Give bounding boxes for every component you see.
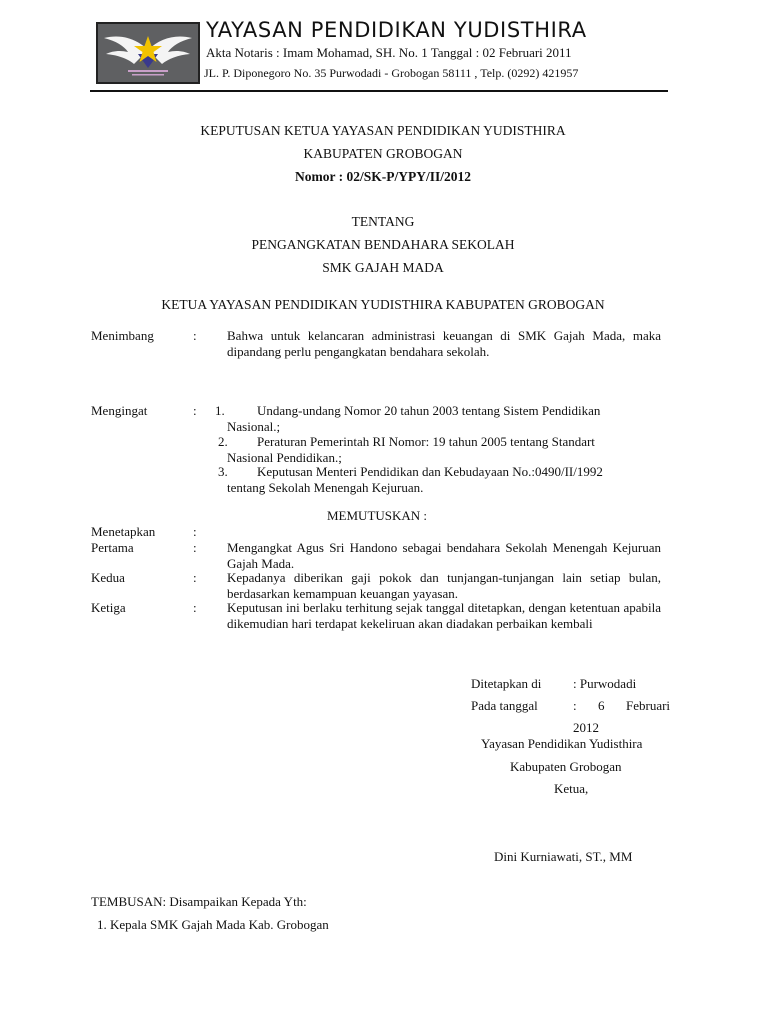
mengingat-item-number: 1. xyxy=(215,403,225,418)
foundation-logo xyxy=(96,22,200,84)
date-year: 2012 xyxy=(573,720,599,735)
date-day: 6 xyxy=(598,698,605,713)
mengingat-item-text-cont: tentang Sekolah Menengah Kejuruan. xyxy=(227,480,424,495)
place-label: Ditetapkan di xyxy=(471,676,542,691)
kedua-text: Kepadanya diberikan gaji pokok dan tunjangan-tunjangan lain setiap bulan, berdasarkan kemampuan keuangan yayasan. xyxy=(227,570,661,601)
letterhead-notary: Akta Notaris : Imam Mohamad, SH. No. 1 Tanggal : 02 Februari 2011 xyxy=(206,45,572,60)
kedua-colon: : xyxy=(193,570,197,585)
subject-line2: SMK GAJAH MADA xyxy=(322,260,444,275)
letterhead-address: JL. P. Diponegoro No. 35 Purwodadi - Grobogan 58111 , Telp. (0292) 421957 xyxy=(204,66,579,80)
winged-star-icon xyxy=(98,24,198,82)
mengingat-item-text: Keputusan Menteri Pendidikan dan Kebudayaan No.:0490/II/1992 xyxy=(257,464,603,479)
menetapkan-colon: : xyxy=(193,524,197,539)
decree-title: KEPUTUSAN KETUA YAYASAN PENDIDIKAN YUDISTHIRA xyxy=(200,123,566,138)
mengingat-item-text: Peraturan Pemerintah RI Nomor: 19 tahun 2005 tentang Standart xyxy=(257,434,595,449)
signer-name: Dini Kurniawati, ST., MM xyxy=(494,849,633,864)
memutuskan-heading: MEMUTUSKAN : xyxy=(327,508,428,523)
mengingat-item-number: 3. xyxy=(218,464,228,479)
place-value: : Purwodadi xyxy=(573,676,637,691)
date-colon: : xyxy=(573,698,577,713)
letterhead-divider xyxy=(90,90,668,92)
tembusan-heading: TEMBUSAN: Disampaikan Kepada Yth: xyxy=(91,894,307,909)
mengingat-item-text-cont: Nasional Pendidikan.; xyxy=(227,450,342,465)
pertama-text: Mengangkat Agus Sri Handono sebagai bendahara Sekolah Menengah Kejuruan Gajah Mada. xyxy=(227,540,661,571)
pertama-colon: : xyxy=(193,540,197,555)
ketiga-label: Ketiga xyxy=(91,600,126,615)
menimbang-colon: : xyxy=(193,328,197,343)
signature-org-line1: Yayasan Pendidikan Yudisthira xyxy=(481,736,643,751)
date-month: Februari xyxy=(626,698,671,713)
signature-position: Ketua, xyxy=(554,781,589,796)
ketiga-text: Keputusan ini berlaku terhitung sejak tanggal ditetapkan, dengan ketentuan apabila dikemudian hari terdapat kekeliruan akan diadakan perbaikan kembali xyxy=(227,600,661,631)
menetapkan-label: Menetapkan xyxy=(91,524,156,539)
mengingat-item-text-cont: Nasional.; xyxy=(227,419,281,434)
decree-region: KABUPATEN GROBOGAN xyxy=(303,146,463,161)
date-label: Pada tanggal xyxy=(471,698,538,713)
subject-line1: PENGANGKATAN BENDAHARA SEKOLAH xyxy=(251,237,515,252)
signature-org-line2: Kabupaten Grobogan xyxy=(510,759,622,774)
mengingat-item-text: Undang-undang Nomor 20 tahun 2003 tentang Sistem Pendidikan xyxy=(257,403,601,418)
issuer-heading: KETUA YAYASAN PENDIDIKAN YUDISTHIRA KABUPATEN GROBOGAN xyxy=(161,297,605,312)
letterhead-name: YAYASAN PENDIDIKAN YUDISTHIRA xyxy=(206,18,587,42)
mengingat-colon: : xyxy=(193,403,197,418)
subject-label: TENTANG xyxy=(351,214,415,229)
ketiga-colon: : xyxy=(193,600,197,615)
menimbang-text: Bahwa untuk kelancaran administrasi keuangan di SMK Gajah Mada, maka dipandang perlu pengangkatan bendahara sekolah. xyxy=(227,328,661,359)
pertama-label: Pertama xyxy=(91,540,134,555)
tembusan-item: 1. Kepala SMK Gajah Mada Kab. Grobogan xyxy=(97,917,329,932)
kedua-label: Kedua xyxy=(91,570,125,585)
mengingat-label: Mengingat xyxy=(91,403,148,418)
decree-number: Nomor : 02/SK-P/YPY/II/2012 xyxy=(295,169,471,184)
mengingat-item-number: 2. xyxy=(218,434,228,449)
menimbang-label: Menimbang xyxy=(91,328,154,343)
